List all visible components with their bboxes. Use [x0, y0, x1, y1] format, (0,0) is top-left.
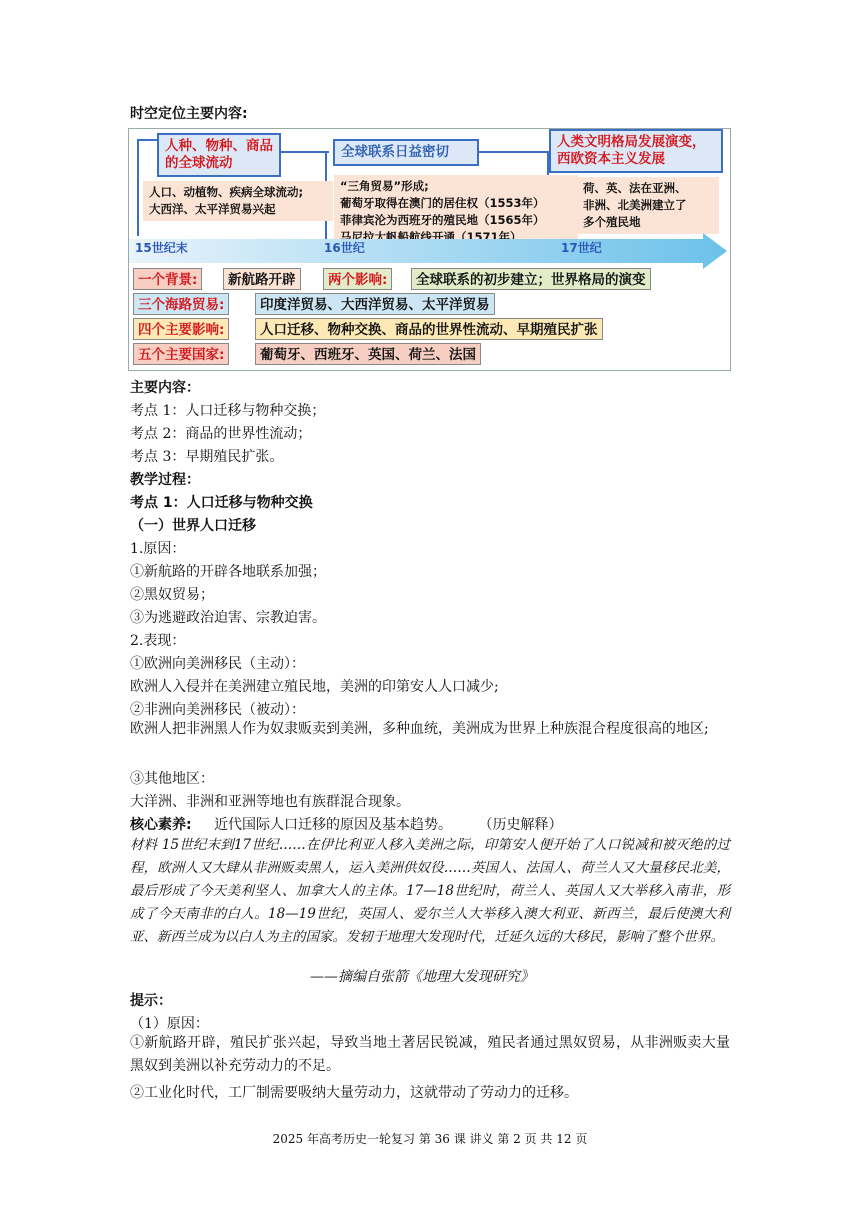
performance-detail: 大洋洲、非洲和亚洲等地也有族群混合现象。 [130, 794, 410, 810]
desc-line: 荷、英、法在亚洲、 [583, 181, 687, 195]
core-literacy-text: 近代国际人口迁移的原因及基本趋势。 [214, 817, 453, 833]
desc-line: 菲律宾沦为西班牙的殖民地（1565年） [340, 213, 545, 227]
desc-box-1 [143, 181, 333, 221]
performance-title: 2.表现： [130, 633, 186, 649]
connector-line [279, 151, 329, 153]
performance-item: ②非洲向美洲移民（被动）： [130, 702, 305, 718]
value-sea-trade: 印度洋贸易、大西洋贸易、太平洋贸易 [255, 293, 495, 315]
desc-line: 葡萄牙取得在澳门的居住权（1553年） [340, 196, 545, 210]
desc-box-3 [577, 177, 719, 234]
process-title: 教学过程： [130, 472, 200, 488]
desc-line: “三角贸易”形成; [340, 179, 429, 193]
label-main-countries: 五个主要国家: [133, 343, 229, 365]
tick-17c: 17世纪 [561, 241, 602, 255]
connector-line [137, 139, 139, 236]
desc-line: 大西洋、太平洋贸易兴起 [149, 202, 276, 216]
key-point-2: 考点 2：商品的世界性流动； [130, 426, 312, 442]
connector-line [474, 151, 549, 153]
timeline-arrow [129, 233, 730, 269]
desc-line: 马尼拉大帆船航线开通（1571年） [340, 230, 522, 244]
timeline-diagram [128, 128, 731, 371]
box-global-connection: 全球联系日益密切 [333, 139, 479, 166]
core-literacy-label: 核心素养: [130, 817, 192, 833]
desc-line: 多个殖民地 [583, 215, 641, 229]
key-point-1-title: 考点 1：人口迁移与物种交换 [130, 495, 313, 511]
core-literacy-tag: （历史解释） [478, 817, 563, 833]
reason-item: ③为逃避政治迫害、宗教迫害。 [130, 610, 326, 626]
hint-title: 提示： [130, 993, 172, 1009]
tick-15c: 15世纪末 [135, 241, 188, 255]
page-footer: 2025 年高考历史一轮复习 第 36 课 讲义 第 2 页 共 12 页 [272, 1132, 588, 1146]
hint-paragraph: ①新航路开辟，殖民扩张兴起，导致当地土著居民锐减，殖民者通过黑奴贸易，从非洲贩卖大量黑奴到美洲以补充劳动力的不足。 [130, 1035, 730, 1074]
reason-item: ①新航路的开辟各地联系加强； [130, 564, 326, 580]
label-main-impacts: 四个主要影响: [133, 318, 229, 340]
value-background: 新航路开辟 [223, 268, 301, 290]
subsection-title: （一）世界人口迁移 [130, 518, 256, 534]
core-literacy [130, 816, 563, 834]
reason-item: ②黑奴贸易； [130, 587, 214, 603]
tick-16c: 16世纪 [324, 241, 365, 255]
connector-line [137, 139, 157, 141]
desc-line: 非洲、北美洲建立了 [583, 198, 687, 212]
performance-detail: 欧洲人把非洲黑人作为奴隶贩卖到美洲，多种血统，美洲成为世界上种族混合程度很高的地区; [130, 721, 709, 737]
material-source: ——摘编自张箭《地理大发现研究》 [310, 969, 534, 985]
section-heading: 时空定位主要内容: [130, 106, 248, 122]
main-content-title: 主要内容： [130, 380, 200, 396]
value-main-countries: 葡萄牙、西班牙、英国、荷兰、法国 [255, 343, 481, 365]
hint-reason-title: （1）原因： [130, 1016, 209, 1032]
performance-detail: 欧洲人入侵并在美洲建立殖民地，美洲的印第安人人口减少; [130, 679, 499, 695]
value-impacts: 全球联系的初步建立；世界格局的演变 [411, 268, 651, 290]
performance-item: ①欧洲向美洲移民（主动）： [130, 656, 305, 672]
value-main-impacts: 人口迁移、物种交换、商品的世界性流动、早期殖民扩张 [255, 318, 603, 340]
box-civilization-evolution: 人类文明格局发展演变，西欧资本主义发展 [549, 129, 723, 173]
label-sea-trade: 三个海路贸易: [133, 293, 229, 315]
performance-item: ③其他地区： [130, 771, 214, 787]
label-background: 一个背景: [133, 268, 202, 290]
label-impacts: 两个影响: [323, 268, 392, 290]
reason-title: 1.原因： [130, 541, 186, 557]
material-text: 材料 15世纪末到17世纪……在伊比利亚人移入美洲之际，印第安人便开始了人口锐减和被灭绝的过程，欧洲人又大肆从非洲贩卖黑人，运入美洲供奴役……英国人、法国人、荷兰人又大量移民北美，最后形成了今天美利坚人、加拿大人的主体。17—18世纪时，荷兰人、英国人又大举移入南非，形成了今天南非的白人。18—19世纪，英国人、爱尔兰人大举移入澳大利亚、新西兰，最后使澳大利亚、新西兰成为以白人为主的国家。发轫于地理大发现时代，迁延久远的大移民，影响了整个世界。 [130, 837, 730, 945]
hint-paragraph: ②工业化时代，工厂制需要吸纳大量劳动力，这就带动了劳动力的迁移。 [130, 1085, 578, 1101]
key-point-1: 考点 1：人口迁移与物种交换； [130, 403, 326, 419]
key-point-3: 考点 3：早期殖民扩张。 [130, 449, 284, 465]
desc-line: 人口、动植物、疾病全球流动; [149, 185, 304, 199]
box-global-flow: 人种、物种、商品的全球流动 [157, 133, 281, 177]
